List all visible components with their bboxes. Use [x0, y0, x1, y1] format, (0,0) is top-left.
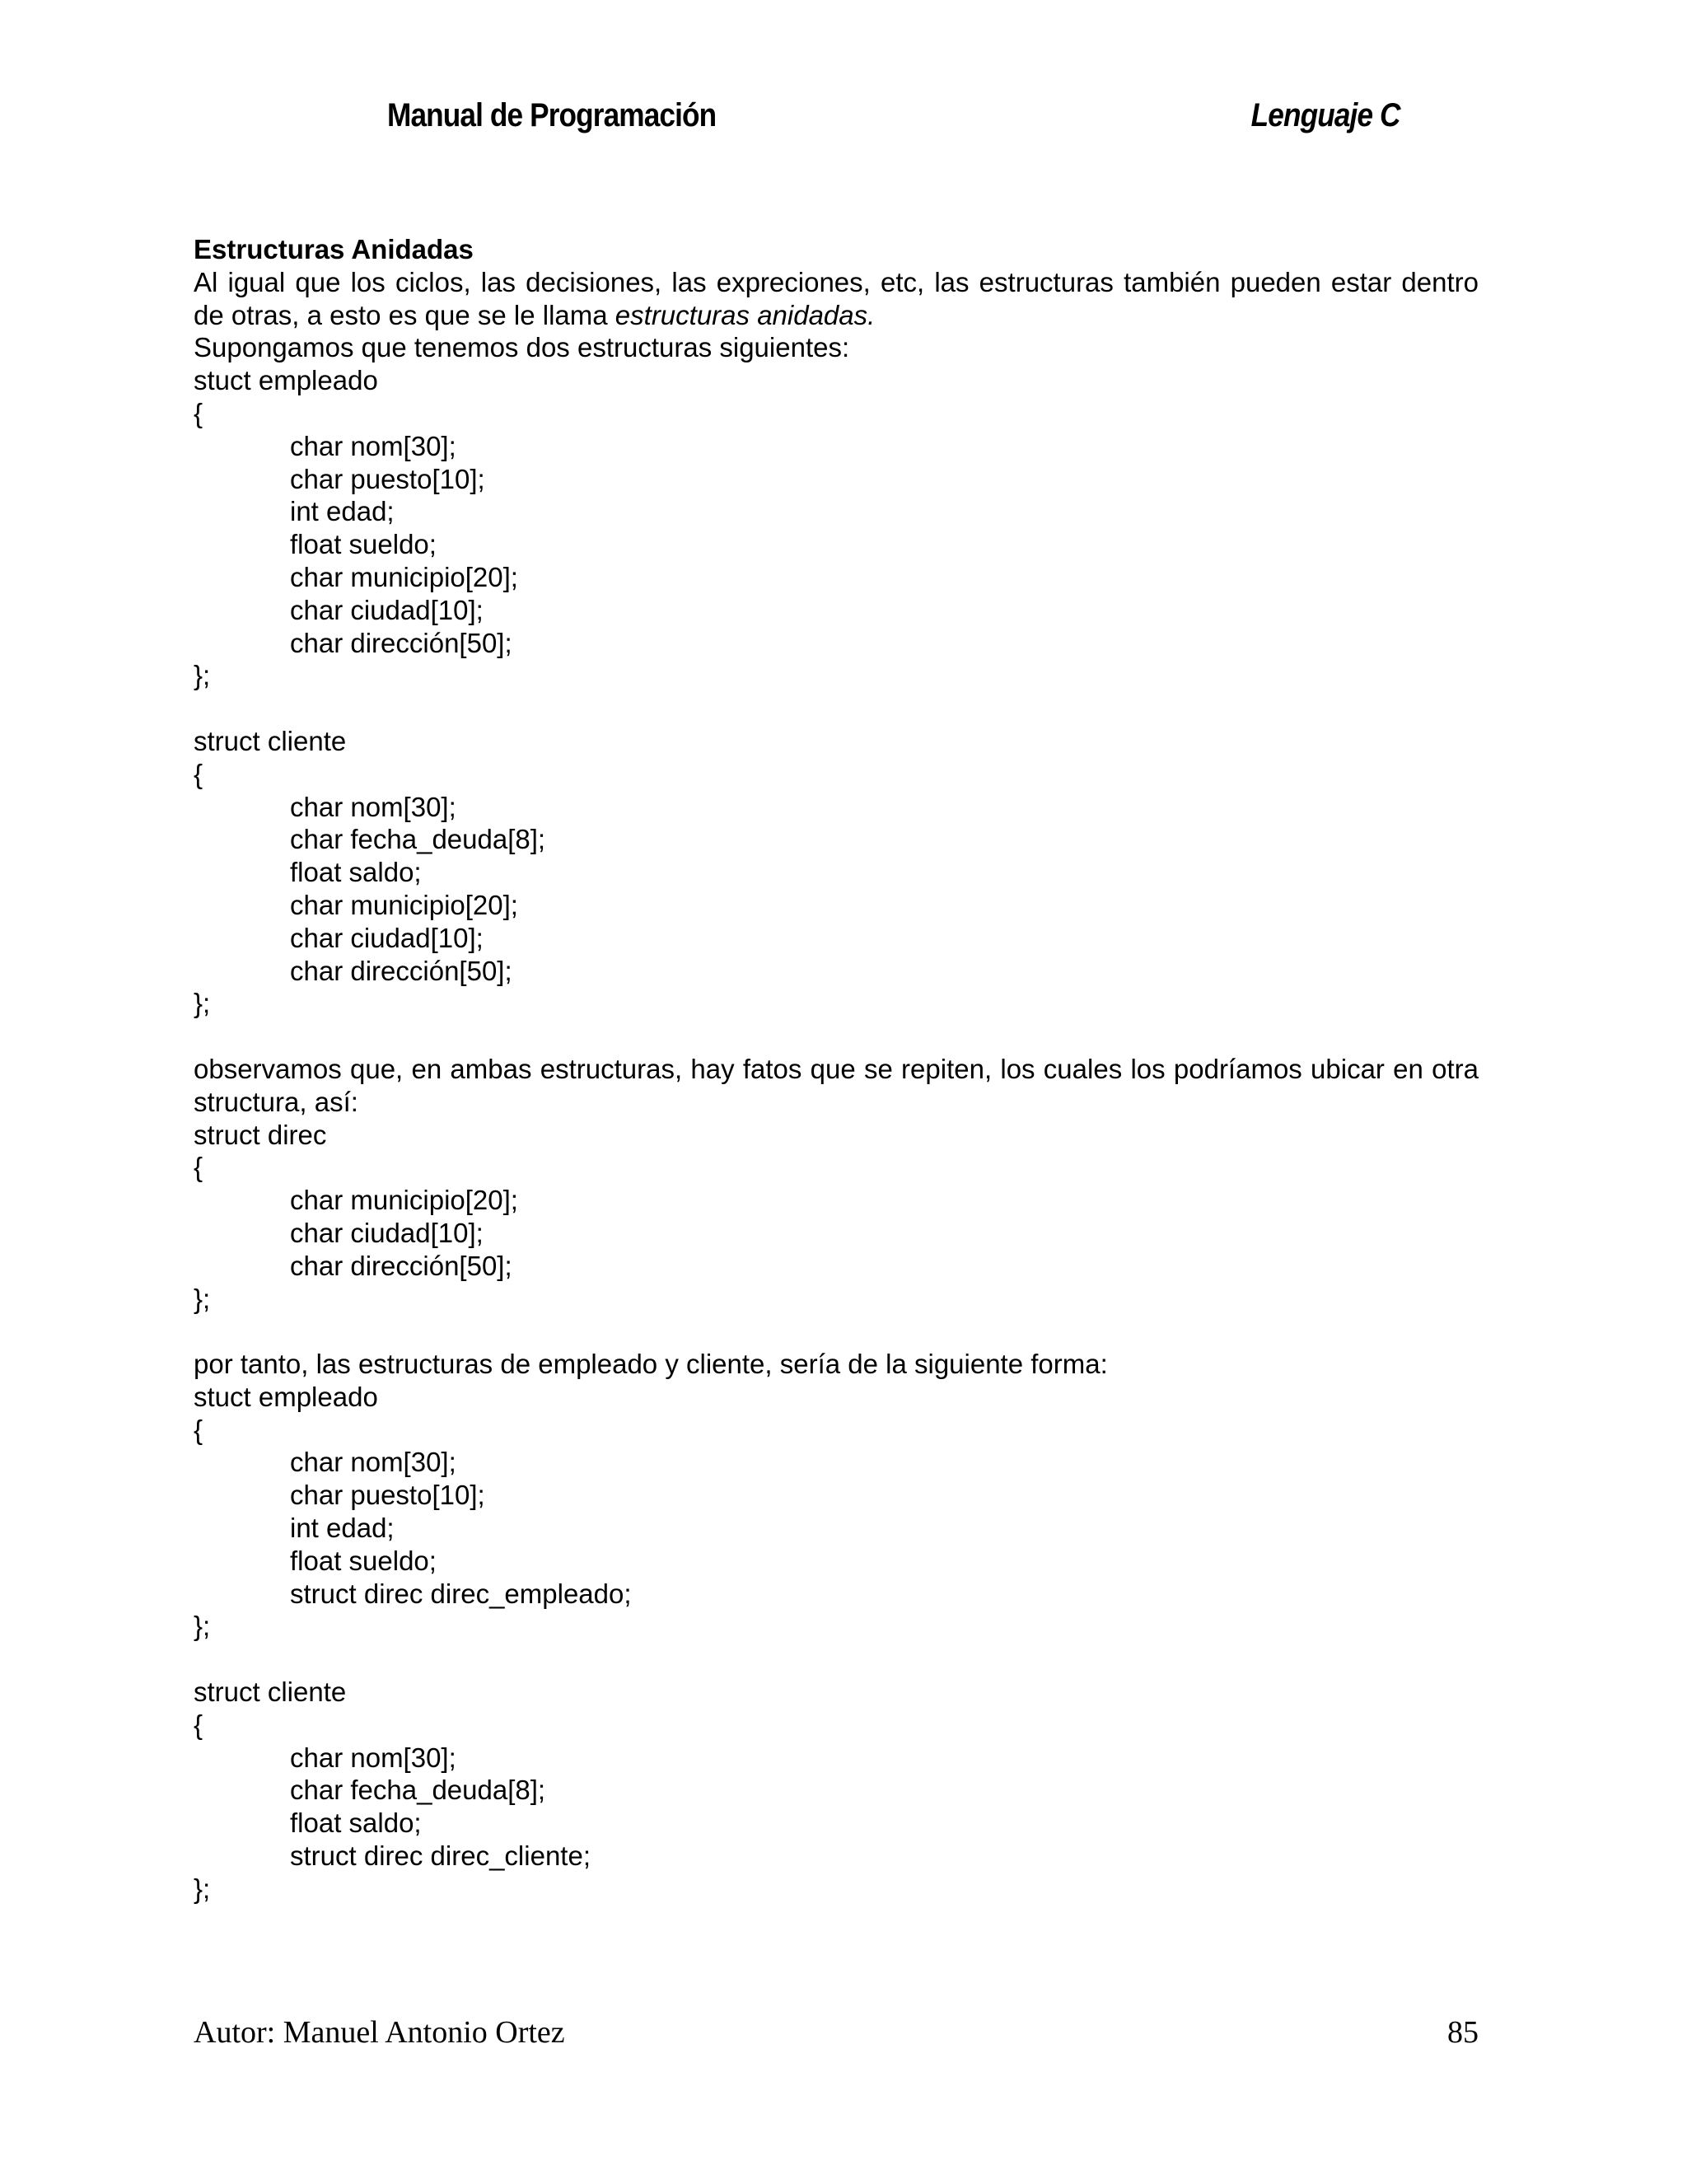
code-line: int edad;: [290, 496, 395, 527]
code-line: char municipio[20];: [290, 1185, 518, 1216]
code-line: char dirección[50];: [290, 955, 512, 986]
section-title: Estructuras Anidadas: [194, 234, 474, 264]
code-header: stuct empleado: [194, 365, 378, 396]
page-header: [387, 97, 1400, 147]
code-line: char ciudad[10];: [290, 1217, 484, 1248]
code-open-brace: {: [194, 758, 203, 789]
therefore-text: por tanto, las estructuras de empleado y cliente, sería de la siguiente forma:: [194, 1349, 1108, 1380]
code-block-empleado-nested: [194, 1381, 1479, 1643]
page-body: [194, 233, 1479, 1906]
author-credit: Autor: Manuel Antonio Ortez: [194, 2015, 565, 2050]
code-close-brace: };: [194, 1283, 211, 1314]
observe-line-2: structura, así:: [194, 1086, 358, 1117]
code-line: char ciudad[10];: [290, 594, 484, 625]
code-header: struct cliente: [194, 1677, 347, 1708]
code-block-cliente: [194, 725, 1479, 1020]
observe-line-1: observamos que, en ambas estructuras, hay fatos que se repiten, los cuales los podríamos ubicar en otra: [194, 1053, 1479, 1084]
code-header: struct cliente: [194, 725, 347, 756]
code-open-brace: {: [194, 1414, 203, 1445]
code-line: char fecha_deuda[8];: [290, 1775, 546, 1806]
code-line: char municipio[20];: [290, 889, 518, 920]
intro-line-2: [194, 299, 1479, 332]
manual-title: Manual de Programación: [387, 97, 717, 133]
code-line: char fecha_deuda[8];: [290, 824, 546, 855]
blank-line: [194, 1020, 1479, 1053]
code-open-brace: {: [194, 397, 203, 428]
code-close-brace: };: [194, 1611, 211, 1642]
code-line: struct direc direc_empleado;: [290, 1578, 632, 1609]
code-line: int edad;: [290, 1513, 395, 1544]
code-open-brace: {: [194, 1709, 203, 1740]
suppose-text: Supongamos que tenemos dos estructuras siguientes:: [194, 332, 850, 363]
code-line: char municipio[20];: [290, 561, 518, 592]
code-line: char dirección[50];: [290, 627, 512, 658]
intro-emphasis: estructuras anidadas.: [615, 299, 876, 330]
code-header: stuct empleado: [194, 1381, 378, 1412]
intro-line-2-text: de otras, a esto es que se le llama: [194, 299, 615, 330]
page-number: 85: [1447, 2015, 1479, 2050]
code-line: char nom[30];: [290, 791, 456, 822]
code-line: float sueldo;: [290, 1545, 437, 1576]
code-line: char nom[30];: [290, 1447, 456, 1478]
code-open-brace: {: [194, 1152, 203, 1183]
code-block-direc: [194, 1119, 1479, 1316]
code-line: float saldo;: [290, 1808, 422, 1839]
code-line: char puesto[10];: [290, 463, 485, 494]
code-block-cliente-nested: [194, 1676, 1479, 1906]
code-line: struct direc direc_cliente;: [290, 1840, 591, 1872]
code-block-empleado: [194, 364, 1479, 692]
language-title: Lenguaje C: [1251, 97, 1400, 133]
code-line: char ciudad[10];: [290, 922, 484, 953]
code-line: char nom[30];: [290, 430, 456, 461]
code-close-brace: };: [194, 660, 211, 691]
blank-line: [194, 1643, 1479, 1676]
code-line: char dirección[50];: [290, 1250, 512, 1281]
page-footer: [194, 2014, 1479, 2055]
code-line: float sueldo;: [290, 529, 437, 560]
code-header: struct direc: [194, 1119, 327, 1150]
code-line: char nom[30];: [290, 1742, 456, 1773]
code-close-brace: };: [194, 1873, 211, 1904]
code-line: char puesto[10];: [290, 1480, 485, 1511]
code-line: float saldo;: [290, 857, 422, 888]
blank-line: [194, 1315, 1479, 1348]
intro-line-1: Al igual que los ciclos, las decisiones, las expreciones, etc, las estructuras también pueden estar dentro: [194, 266, 1479, 297]
code-close-brace: };: [194, 988, 211, 1019]
blank-line: [194, 692, 1479, 725]
